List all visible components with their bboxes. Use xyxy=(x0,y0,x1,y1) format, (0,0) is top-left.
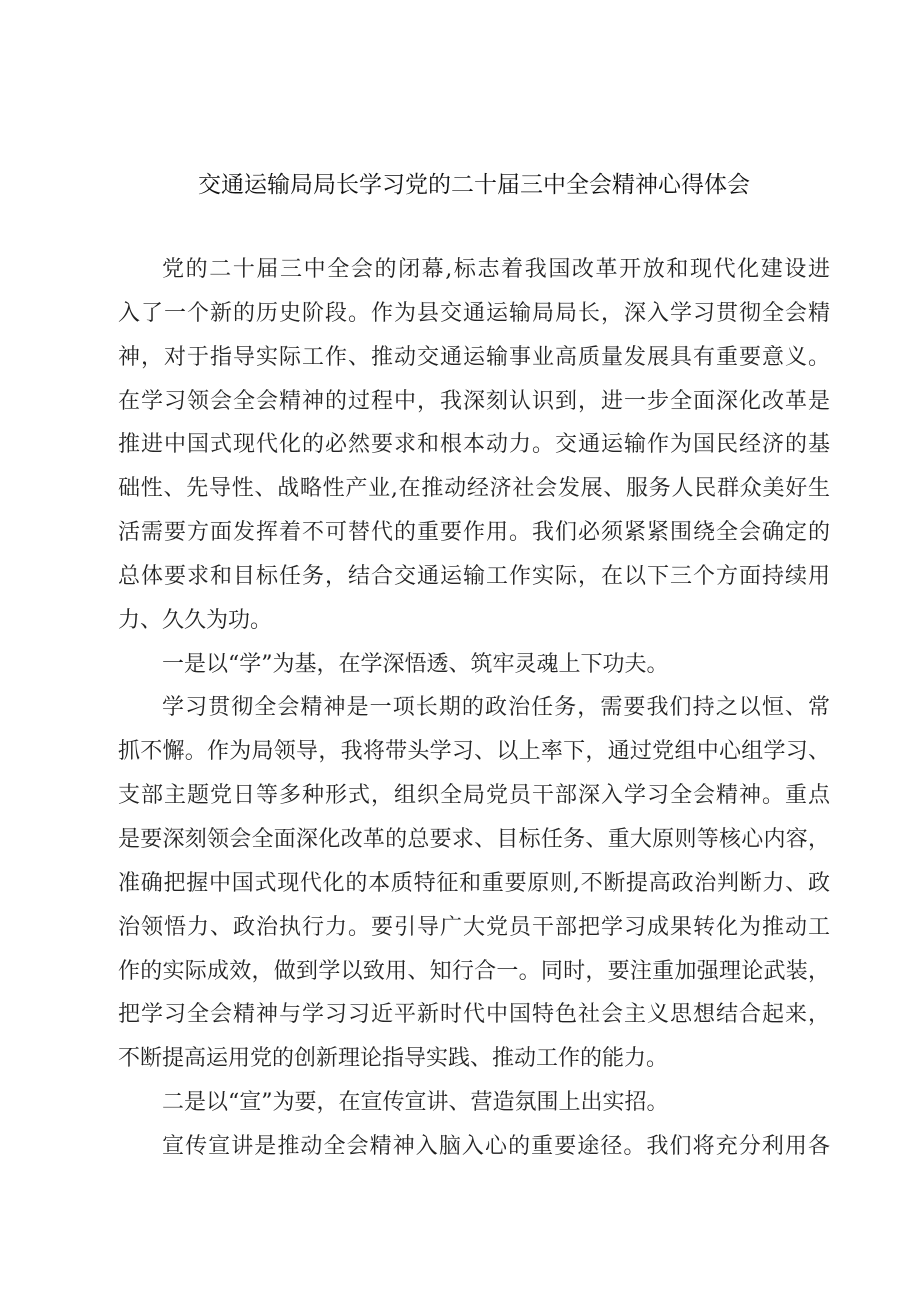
section-heading-1 xyxy=(118,643,830,687)
text-line: 是要深刻领会全面深化改革的总要求、目标任务、重大原则等核心内容， xyxy=(118,826,830,852)
text-line: 把学习全会精神与学习习近平新时代中国特色社会主义思想结合起来， xyxy=(118,1002,830,1028)
text-line: 神，对于指导实际工作、推动交通运输事业高质量发展具有重要意义。 xyxy=(118,344,830,370)
paragraph-intro xyxy=(118,248,830,643)
text-line: 学习贯彻全会精神是一项长期的政治任务，需要我们持之以恒、常 xyxy=(162,695,830,721)
text-line: 支部主题党日等多种形式，组织全局党员干部深入学习全会精神。重点 xyxy=(118,783,830,809)
paragraph-publicity xyxy=(118,1125,830,1169)
text-line: 总体要求和目标任务，结合交通运输工作实际，在以下三个方面持续用 xyxy=(118,563,830,589)
document-body xyxy=(118,248,830,1169)
text-line: 推进中国式现代化的必然要求和根本动力。交通运输作为国民经济的基 xyxy=(118,432,830,458)
section-heading-2 xyxy=(118,1081,830,1125)
text-line: 准确把握中国式现代化的本质特征和重要原则,不断提高政治判断力、政 xyxy=(118,870,830,896)
text-line: 宣传宣讲是推动全会精神入脑入心的重要途径。我们将充分利用各 xyxy=(162,1133,830,1159)
text-line: 活需要方面发挥着不可替代的重要作用。我们必须紧紧围绕全会确定的 xyxy=(118,520,830,546)
text-line: 党的二十届三中全会的闭幕,标志着我国改革开放和现代化建设进 xyxy=(162,257,830,282)
text-line: 力、久久为功。 xyxy=(118,607,273,633)
text-line: 不断提高运用党的创新理论指导实践、推动工作的能力。 xyxy=(118,1046,669,1072)
text-line: 抓不懈。作为局领导，我将带头学习、以上率下，通过党组中心组学习、 xyxy=(118,739,830,765)
text-line: 入了一个新的历史阶段。作为县交通运输局局长，深入学习贯彻全会精 xyxy=(118,300,830,326)
text-line: 在学习领会全会精神的过程中，我深刻认识到，进一步全面深化改革是 xyxy=(118,388,830,414)
text-line: 础性、先导性、战略性产业,在推动经济社会发展、服务人民群众美好生 xyxy=(118,476,830,502)
text-line: 治领悟力、政治执行力。要引导广大党员干部把学习成果转化为推动工 xyxy=(118,914,830,940)
text-line: 作的实际成效，做到学以致用、知行合一。同时，要注重加强理论武装， xyxy=(118,958,830,984)
document-title: 交通运输局局长学习党的二十届三中全会精神心得体会 xyxy=(198,172,750,198)
text-line: 一是以“学”为基，在学深悟透、筑牢灵魂上下功夫。 xyxy=(162,651,669,677)
paragraph-study xyxy=(118,686,830,1081)
text-line: 二是以“宣”为要，在宣传宣讲、营造氛围上出实招。 xyxy=(162,1090,669,1116)
